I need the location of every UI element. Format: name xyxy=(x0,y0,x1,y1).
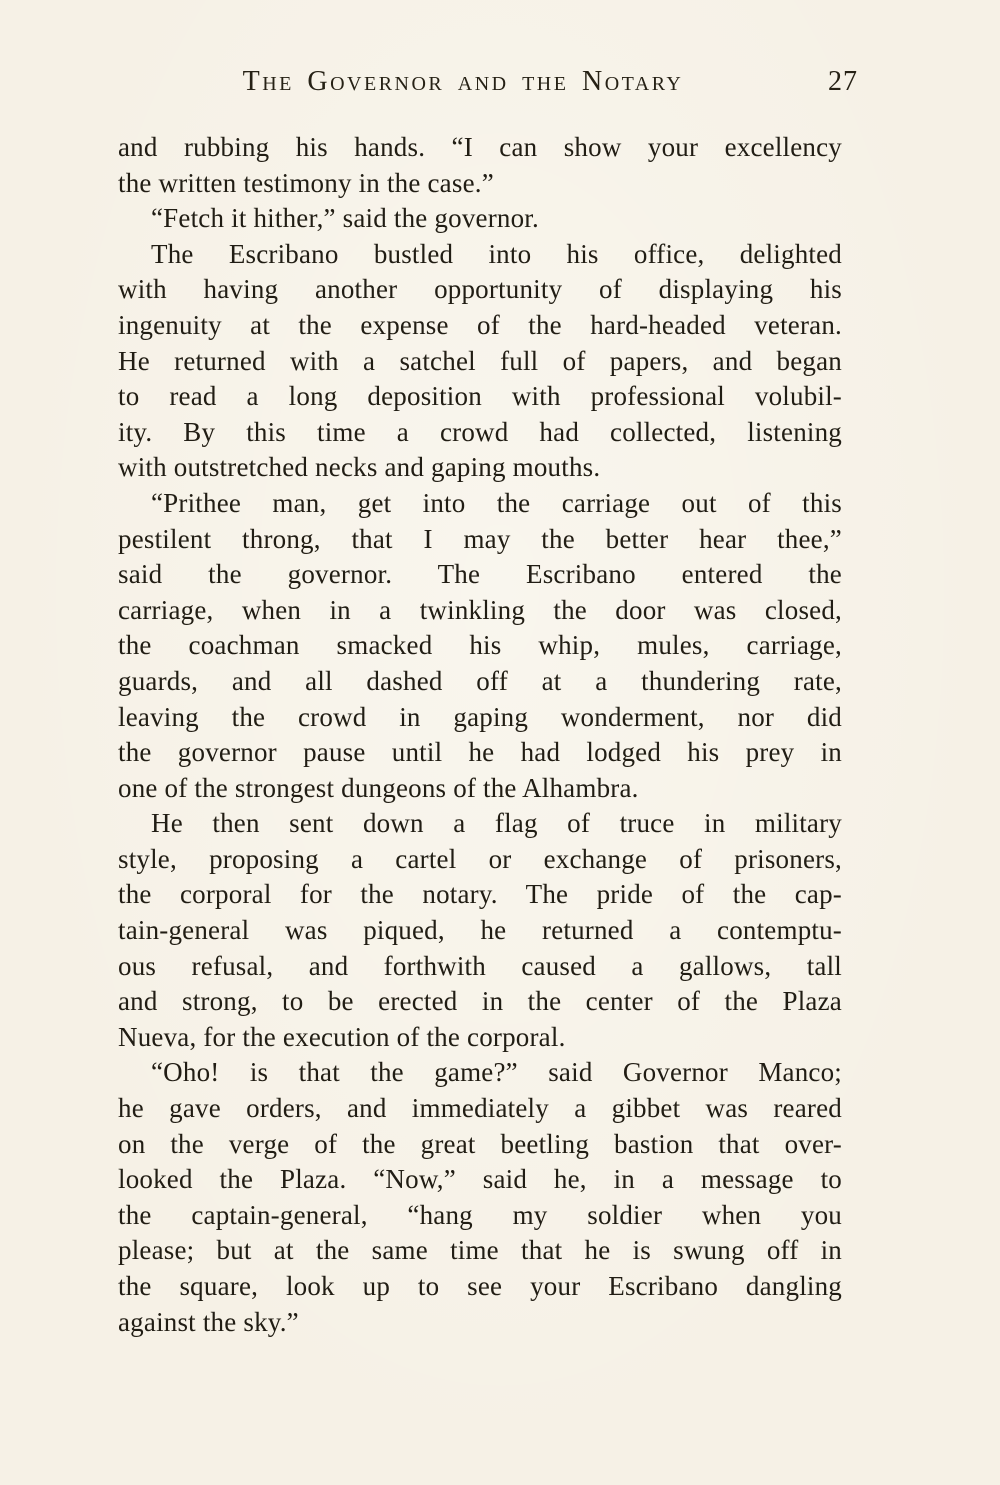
paragraph xyxy=(118,1055,842,1340)
text-line: guards, and all dashed off at a thundering rate, xyxy=(118,665,842,696)
text-line: “Prithee man, get into the carriage out of this xyxy=(151,487,842,518)
text-line: looked the Plaza. “Now,” said he, in a message to xyxy=(118,1164,842,1195)
text-line: the corporal for the notary. The pride of the cap- xyxy=(118,879,842,910)
running-title: The Governor and the Notary xyxy=(242,66,684,97)
text-line: the captain-general, “hang my soldier when you xyxy=(118,1199,842,1230)
text-line: the governor pause until he had lodged his prey in xyxy=(118,737,842,768)
text-line: Nueva, for the execution of the corporal. xyxy=(118,1021,566,1052)
text-line: the written testimony in the case.” xyxy=(118,167,494,198)
page-number: 27 xyxy=(828,66,858,97)
text-line: He then sent down a flag of truce in military xyxy=(151,808,842,839)
text-line: against the sky.” xyxy=(118,1306,299,1337)
text-line: with outstretched necks and gaping mouths. xyxy=(118,452,601,483)
text-line: “Oho! is that the game?” said Governor Manco; xyxy=(151,1057,842,1088)
paragraph xyxy=(118,130,842,201)
paragraph xyxy=(118,237,842,486)
paragraph xyxy=(118,486,842,806)
page-text xyxy=(118,130,842,1340)
page-header xyxy=(118,66,864,106)
text-line: he gave orders, and immediately a gibbet was reared xyxy=(118,1093,842,1124)
text-line: ity. By this time a crowd had collected, listening xyxy=(118,416,842,447)
text-line: with having another opportunity of displaying his xyxy=(118,274,842,305)
text-line: leaving the crowd in gaping wonderment, nor did xyxy=(118,701,842,732)
text-line: carriage, when in a twinkling the door was closed, xyxy=(118,594,842,625)
text-line: tain-general was piqued, he returned a contemptu- xyxy=(118,915,842,946)
text-line: He returned with a satchel full of papers, and began xyxy=(118,345,842,376)
text-line: pestilent throng, that I may the better hear thee,” xyxy=(118,523,842,554)
text-line: the coachman smacked his whip, mules, carriage, xyxy=(118,630,842,661)
text-line: “Fetch it hither,” said the governor. xyxy=(151,203,539,234)
text-line: to read a long deposition with professional volubil- xyxy=(118,381,842,412)
text-line: said the governor. The Escribano entered the xyxy=(118,559,842,590)
text-line: one of the strongest dungeons of the Alhambra. xyxy=(118,772,639,803)
text-line: and rubbing his hands. “I can show your excellency xyxy=(118,132,842,162)
text-line: and strong, to be erected in the center of the Plaza xyxy=(118,986,842,1017)
text-line: the square, look up to see your Escribano dangling xyxy=(118,1271,842,1301)
paragraph xyxy=(118,806,842,1055)
text-line: please; but at the same time that he is swung off in xyxy=(118,1235,842,1266)
paragraph xyxy=(118,201,842,237)
text-line: ous refusal, and forthwith caused a gallows, tall xyxy=(118,950,842,981)
text-line: style, proposing a cartel or exchange of prisoners, xyxy=(118,843,842,874)
text-line: The Escribano bustled into his office, delighted xyxy=(151,238,842,269)
text-line: on the verge of the great beetling bastion that over- xyxy=(118,1128,842,1159)
text-line: ingenuity at the expense of the hard-headed veteran. xyxy=(118,309,842,340)
